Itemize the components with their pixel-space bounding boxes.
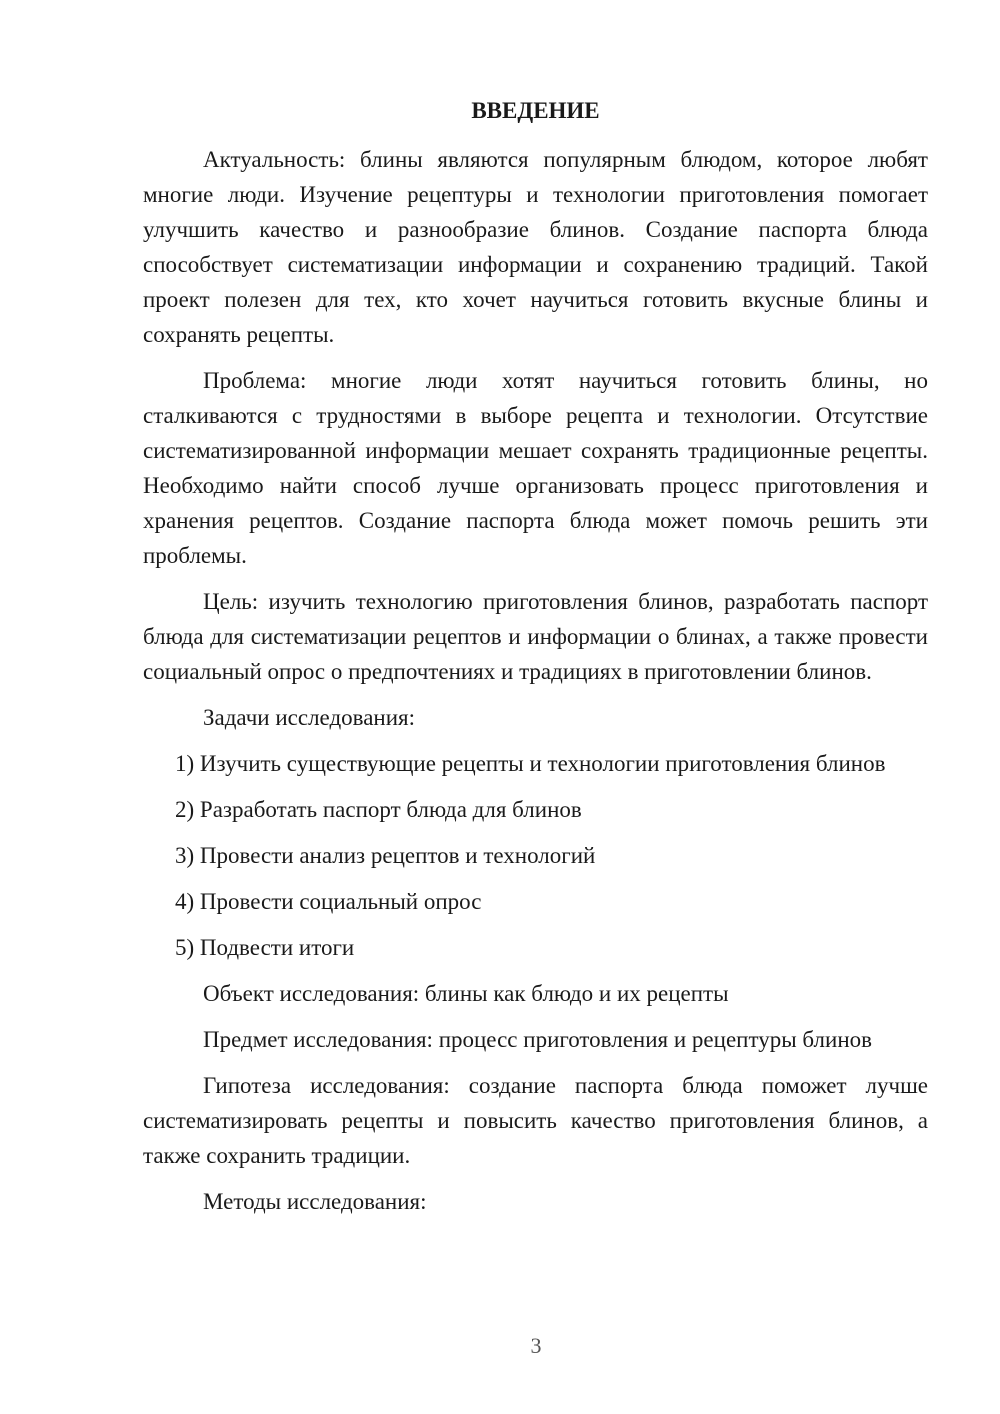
task-item: 5) Подвести итоги [175, 935, 355, 960]
object-line: Объект исследования: блины как блюдо и их рецепты [203, 981, 729, 1006]
tasks-heading: Задачи исследования: [203, 705, 416, 730]
problem-paragraph: Проблема: многие люди хотят научиться готовить блины, но сталкиваются с трудностями в выборе рецепта и технологии. Отсутствие систематизированной информации мешает сохранять традиционные рецепты. Необходимо найти способ лучше организовать процесс приготовления и хранения рецептов. Создание паспорта блюда может помочь решить эти проблемы. [143, 368, 928, 568]
relevance-paragraph: Актуальность: блины являются популярным блюдом, которое любят многие люди. Изучение рецептуры и технологии приготовления помогает улучшить качество и разнообразие блинов. Создание паспорта блюда способствует систематизации информации и сохранению традиций. Такой проект полезен для тех, кто хочет научиться готовить вкусные блины и сохранять рецепты. [143, 147, 928, 347]
document-page [143, 96, 928, 1230]
page-number: 3 [530, 1333, 542, 1358]
hypothesis-paragraph: Гипотеза исследования: создание паспорта блюда поможет лучше систематизировать рецепты и повысить качество приготовления блинов, а также сохранить традиции. [143, 1073, 928, 1168]
task-item: 3) Провести анализ рецептов и технологий [175, 843, 596, 868]
task-item: 4) Провести социальный опрос [175, 889, 482, 914]
task-item: 2) Разработать паспорт блюда для блинов [175, 797, 582, 822]
methods-heading: Методы исследования: [203, 1189, 427, 1214]
section-title: ВВЕДЕНИЕ [471, 98, 600, 123]
subject-line: Предмет исследования: процесс приготовления и рецептуры блинов [203, 1027, 872, 1052]
task-item: 1) Изучить существующие рецепты и технологии приготовления блинов [175, 751, 886, 776]
goal-paragraph: Цель: изучить технологию приготовления блинов, разработать паспорт блюда для систематизации рецептов и информации о блинах, а также провести социальный опрос о предпочтениях и традициях в приготовлении блинов. [143, 589, 928, 684]
